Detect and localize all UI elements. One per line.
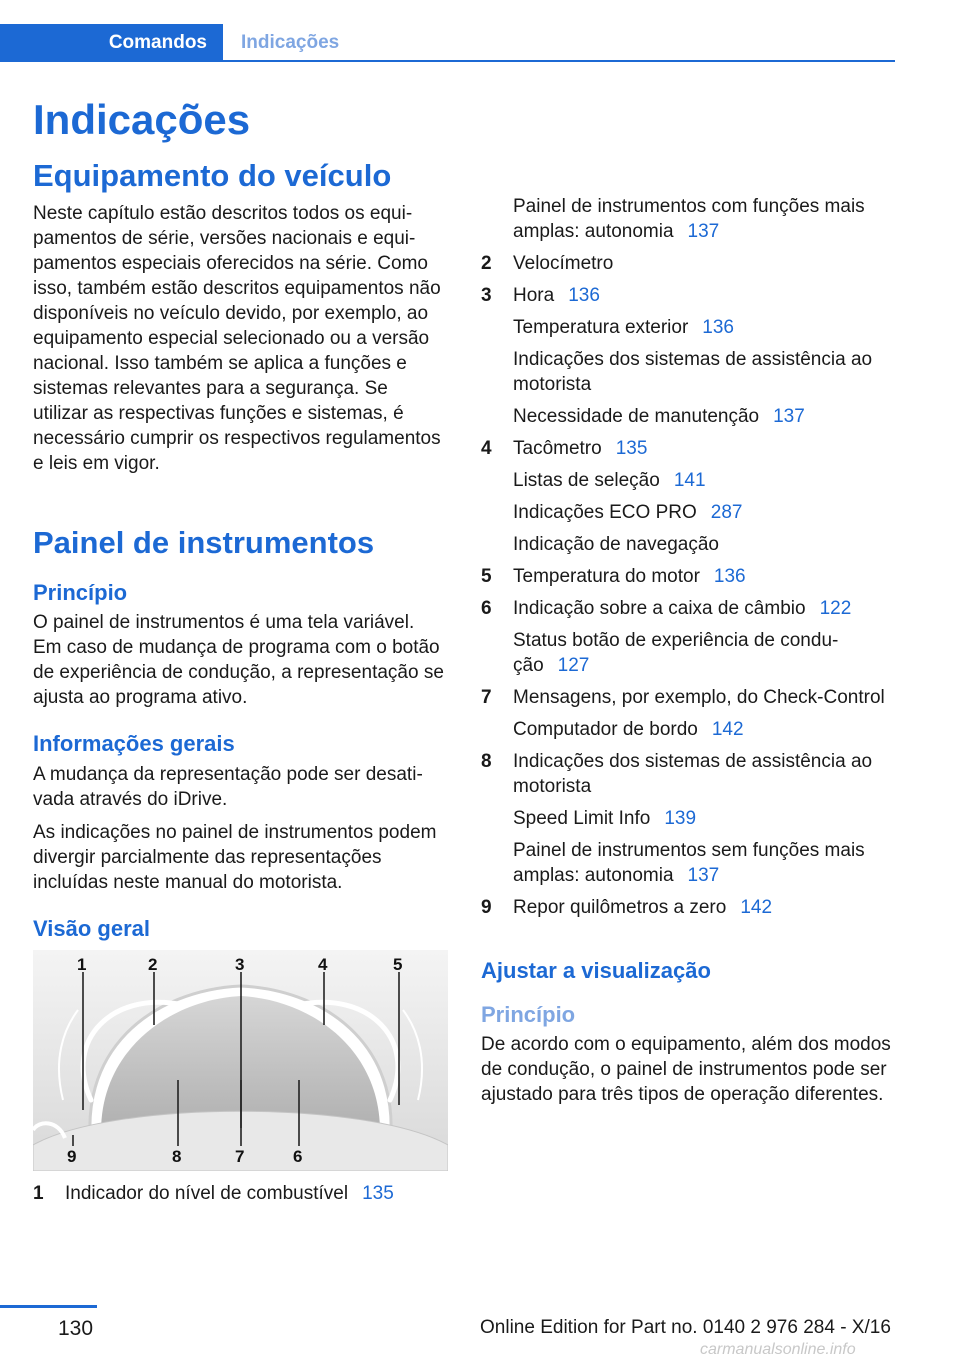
legend-number: 1 — [33, 1183, 44, 1205]
legend-item — [481, 194, 893, 244]
legend-number — [481, 194, 513, 244]
legend-item — [481, 468, 893, 493]
page-ref-link[interactable]: 135 — [615, 438, 648, 459]
legend-item — [481, 436, 893, 461]
page-header — [0, 24, 895, 62]
subheading-visao-geral: Visão geral — [33, 915, 150, 941]
legend-item — [481, 749, 893, 799]
ajustar-body: De acordo com o equipamento, além dos modos de condução, o painel de instrumentos pode ser ajustado para três tipos de operação diferentes. — [481, 1034, 891, 1105]
page-ref-link[interactable]: 135 — [362, 1183, 394, 1205]
info-body-1: A mudança da representação pode ser desativada através do iDrive. — [33, 763, 423, 810]
edition-text: Online Edition for Part no. 0140 2 976 284 - X/16 — [480, 1317, 891, 1338]
page-ref-link[interactable]: 136 — [568, 285, 600, 306]
legend-number: 4 — [481, 438, 492, 459]
legend-number — [481, 315, 513, 340]
legend-text: Indicação sobre a caixa de câmbio — [513, 598, 806, 619]
legend-number: 6 — [481, 598, 492, 619]
legend-number: 5 — [481, 566, 492, 587]
footer-rule — [0, 1305, 97, 1308]
page-ref-link[interactable]: 127 — [557, 655, 590, 676]
legend-number: 3 — [481, 285, 492, 306]
legend-number — [481, 500, 513, 525]
left-column — [33, 95, 448, 1206]
page-ref-link[interactable]: 141 — [673, 470, 706, 491]
info-body-2: As indicações no painel de instrumentos podem divergir parcialmente das representações incluídas neste manual do motorista. — [33, 821, 437, 893]
legend-text: Painel de instrumentos com funções mais amplas: autonomia — [513, 196, 865, 242]
fig-label-9: 9 — [67, 1147, 77, 1167]
legend-text: Hora — [513, 285, 555, 306]
legend-item — [481, 895, 893, 920]
legend-item — [481, 717, 893, 742]
fig-label-7: 7 — [235, 1147, 245, 1167]
legend-number — [481, 532, 513, 557]
legend-text: Indicador do nível de combustível — [65, 1183, 349, 1205]
legend-text: Mensagens, por exemplo, do Check-Control — [513, 687, 885, 708]
legend-text: Necessidade de manutenção — [513, 406, 760, 427]
subheading-principio: Princípio — [33, 579, 128, 605]
page-ref-link[interactable]: 142 — [740, 897, 773, 918]
page-ref-link[interactable]: 136 — [713, 566, 746, 587]
legend-number: 9 — [481, 897, 492, 918]
page-ref-link[interactable]: 137 — [687, 221, 720, 242]
fig-label-4: 4 — [318, 955, 328, 975]
principio-body: O painel de instrumentos é uma tela variável. Em caso de mudança de programa com o botão de experiência de condução, a representação se ajusta ao programa ativo. — [33, 612, 444, 709]
legend-item — [481, 838, 893, 888]
tab-indicacoes[interactable]: Indicações — [241, 32, 340, 53]
legend-number: 8 — [481, 751, 492, 772]
page-ref-link[interactable]: 136 — [702, 317, 734, 338]
legend-number — [481, 838, 513, 888]
legend-text: Speed Limit Info — [513, 808, 651, 829]
fig-label-8: 8 — [172, 1147, 182, 1167]
section-heading-painel: Painel de instrumentos — [33, 524, 375, 560]
fig-label-2: 2 — [148, 955, 158, 975]
page-number: 130 — [58, 1317, 94, 1340]
legend-item — [481, 564, 893, 589]
section-heading-ajustar: Ajustar a visualização — [481, 958, 711, 983]
legend-item — [481, 628, 893, 678]
legend-item — [481, 315, 893, 340]
watermark: carmanualsonline.info — [700, 1341, 856, 1358]
legend-text: Listas de seleção — [513, 470, 660, 491]
legend-number: 7 — [481, 687, 492, 708]
legend-number — [481, 468, 513, 493]
page-ref-link[interactable]: 137 — [687, 865, 720, 886]
section-body-equipamento: Neste capítulo estão descritos todos os equipamentos de série, versões nacionais e equipamentos especiais oferecidos na série. Como isso, também estão descritos equipamentos não disponíveis no veículo devido, por exemplo, ao equipamento especial selecionado ou a versão nacional. Isso também se aplica a funções e sistemas relevantes para a segurança. Se utilizar as respectivas funções e sistemas, é necessário cumprir os respectivos regulamentos e leis em vigor. — [33, 202, 441, 474]
legend-number — [481, 717, 513, 742]
legend-number — [481, 628, 513, 678]
legend-item — [481, 283, 893, 308]
legend-number: 2 — [481, 253, 492, 274]
page-ref-link[interactable]: 122 — [819, 598, 852, 619]
legend-text: Temperatura do motor — [513, 566, 700, 587]
legend-text: Tacômetro — [513, 438, 602, 459]
legend-text: Repor quilômetros a zero — [513, 897, 727, 918]
subheading-principio-2: Princípio — [481, 1001, 576, 1027]
legend-text: Velocímetro — [513, 253, 614, 274]
fig-label-1: 1 — [77, 955, 87, 975]
legend-item — [481, 251, 893, 276]
legend-item — [481, 347, 893, 397]
page-ref-link[interactable]: 137 — [773, 406, 805, 427]
legend-text: Painel de instrumentos sem funções mais amplas: autonomia — [513, 840, 865, 886]
page-ref-link[interactable]: 287 — [710, 502, 743, 523]
legend-list — [481, 194, 893, 920]
legend-text: Computador de bordo — [513, 719, 698, 740]
legend-item-1 — [33, 1181, 448, 1206]
legend-item — [481, 404, 893, 429]
instrument-cluster-figure — [33, 950, 448, 1171]
legend-item — [481, 685, 893, 710]
page-ref-link[interactable]: 139 — [664, 808, 697, 829]
legend-text: Indicação de navegação — [513, 534, 719, 555]
legend-text: Status botão de experiência de condução — [513, 630, 839, 676]
page-title: Indicações — [33, 96, 251, 143]
right-column — [481, 194, 893, 1115]
legend-text: Indicações dos sistemas de assistência ao motorista — [513, 751, 873, 797]
legend-text: Temperatura exterior — [513, 317, 689, 338]
page-ref-link[interactable]: 142 — [711, 719, 744, 740]
fig-label-5: 5 — [393, 955, 403, 975]
legend-item — [481, 532, 893, 557]
legend-number — [481, 404, 513, 429]
legend-text: Indicações ECO PRO — [513, 502, 697, 523]
subheading-informacoes-gerais: Informações gerais — [33, 731, 235, 757]
section-heading-equipamento: Equipamento do veículo — [33, 158, 392, 194]
header-rule — [0, 60, 895, 62]
legend-item — [481, 806, 893, 831]
legend-number — [481, 347, 513, 397]
legend-number — [481, 806, 513, 831]
legend-item — [481, 500, 893, 525]
legend-item — [481, 596, 893, 621]
tab-comandos[interactable]: Comandos — [0, 24, 223, 62]
legend-text: Indicações dos sistemas de assistência ao motorista — [513, 349, 873, 395]
fig-label-6: 6 — [293, 1147, 303, 1167]
instrument-cluster-illustration — [33, 950, 448, 1171]
fig-label-3: 3 — [235, 955, 245, 975]
